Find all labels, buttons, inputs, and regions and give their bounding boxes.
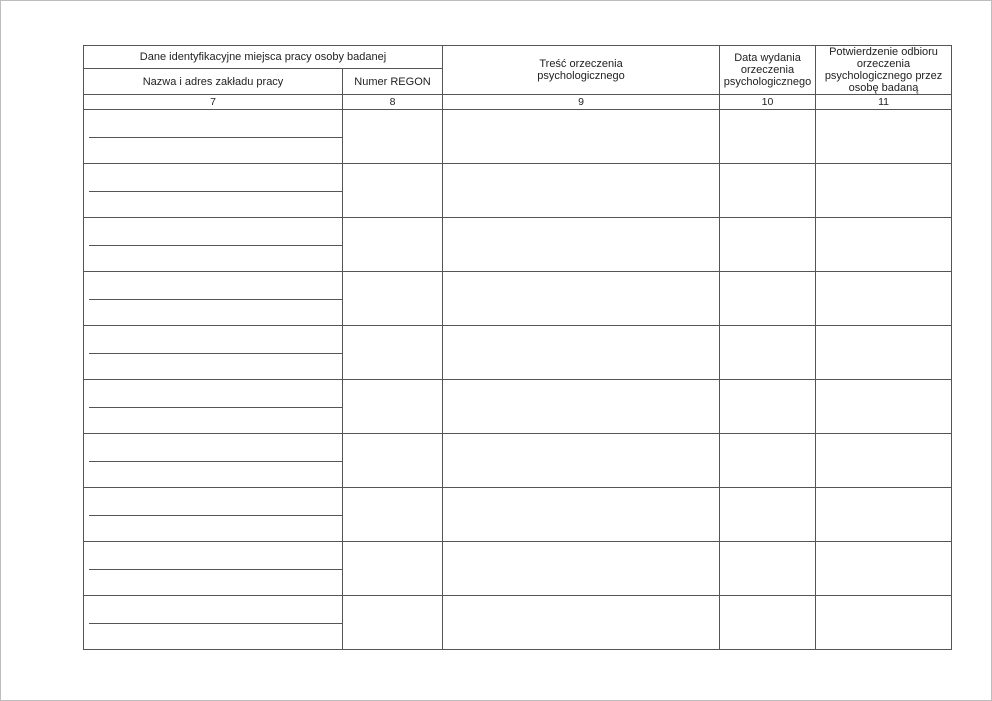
issue-date-cell[interactable] <box>720 218 816 272</box>
workplace-name-cell[interactable] <box>84 218 343 272</box>
receipt-confirmation-cell[interactable] <box>816 434 952 488</box>
regon-cell[interactable] <box>343 488 443 542</box>
writing-line <box>89 137 342 138</box>
receipt-confirmation-cell[interactable] <box>816 164 952 218</box>
regon-cell[interactable] <box>343 326 443 380</box>
writing-line <box>89 191 342 192</box>
workplace-name-cell[interactable] <box>84 272 343 326</box>
decision-content-cell[interactable] <box>443 434 720 488</box>
decision-content-cell[interactable] <box>443 218 720 272</box>
receipt-confirmation-cell[interactable] <box>816 596 952 650</box>
table-row <box>84 488 952 542</box>
table-row <box>84 326 952 380</box>
workplace-name-cell[interactable] <box>84 488 343 542</box>
workplace-name-cell[interactable] <box>84 164 343 218</box>
decision-content-cell[interactable] <box>443 380 720 434</box>
regon-cell[interactable] <box>343 164 443 218</box>
writing-line <box>89 515 342 516</box>
receipt-confirmation-cell[interactable] <box>816 326 952 380</box>
regon-cell[interactable] <box>343 218 443 272</box>
regon-cell[interactable] <box>343 542 443 596</box>
receipt-confirmation-cell[interactable] <box>816 542 952 596</box>
header-regon: Numer REGON <box>343 69 443 95</box>
receipt-confirmation-cell[interactable] <box>816 218 952 272</box>
workplace-name-cell[interactable] <box>84 542 343 596</box>
writing-line <box>89 353 342 354</box>
table-row <box>84 164 952 218</box>
decision-content-cell[interactable] <box>443 596 720 650</box>
table-row <box>84 596 952 650</box>
column-number-11: 11 <box>816 95 952 110</box>
header-decision-content: Treść orzeczenia psychologicznego <box>443 46 720 95</box>
issue-date-cell[interactable] <box>720 272 816 326</box>
issue-date-cell[interactable] <box>720 488 816 542</box>
decision-content-cell[interactable] <box>443 542 720 596</box>
workplace-name-cell[interactable] <box>84 596 343 650</box>
issue-date-cell[interactable] <box>720 434 816 488</box>
writing-line <box>89 461 342 462</box>
receipt-confirmation-cell[interactable] <box>816 488 952 542</box>
regon-cell[interactable] <box>343 272 443 326</box>
workplace-name-cell[interactable] <box>84 434 343 488</box>
receipt-confirmation-cell[interactable] <box>816 110 952 164</box>
issue-date-cell[interactable] <box>720 380 816 434</box>
header-receipt-confirmation: Potwierdzenie odbioru orzeczenia psychologicznego przez osobę badaną <box>816 46 952 95</box>
column-number-7: 7 <box>84 95 343 110</box>
table-row <box>84 110 952 164</box>
regon-cell[interactable] <box>343 110 443 164</box>
workplace-name-cell[interactable] <box>84 380 343 434</box>
regon-cell[interactable] <box>343 596 443 650</box>
receipt-confirmation-cell[interactable] <box>816 380 952 434</box>
workplace-name-cell[interactable] <box>84 110 343 164</box>
table-row <box>84 542 952 596</box>
decision-content-cell[interactable] <box>443 164 720 218</box>
regon-cell[interactable] <box>343 380 443 434</box>
writing-line <box>89 623 342 624</box>
header-workplace-group: Dane identyfikacyjne miejsca pracy osoby badanej <box>84 46 443 69</box>
writing-line <box>89 299 342 300</box>
decision-content-cell[interactable] <box>443 272 720 326</box>
workplace-name-cell[interactable] <box>84 326 343 380</box>
register-table <box>83 45 952 650</box>
table-row <box>84 434 952 488</box>
receipt-confirmation-cell[interactable] <box>816 272 952 326</box>
decision-content-cell[interactable] <box>443 326 720 380</box>
column-number-8: 8 <box>343 95 443 110</box>
decision-content-cell[interactable] <box>443 110 720 164</box>
decision-content-cell[interactable] <box>443 488 720 542</box>
column-number-10: 10 <box>720 95 816 110</box>
writing-line <box>89 569 342 570</box>
issue-date-cell[interactable] <box>720 326 816 380</box>
table-row <box>84 380 952 434</box>
issue-date-cell[interactable] <box>720 542 816 596</box>
header-issue-date: Data wydania orzeczenia psychologicznego <box>720 46 816 95</box>
issue-date-cell[interactable] <box>720 596 816 650</box>
writing-line <box>89 245 342 246</box>
regon-cell[interactable] <box>343 434 443 488</box>
issue-date-cell[interactable] <box>720 110 816 164</box>
writing-line <box>89 407 342 408</box>
table-row <box>84 218 952 272</box>
table-row <box>84 272 952 326</box>
column-number-9: 9 <box>443 95 720 110</box>
header-workplace-name: Nazwa i adres zakładu pracy <box>84 69 343 95</box>
issue-date-cell[interactable] <box>720 164 816 218</box>
